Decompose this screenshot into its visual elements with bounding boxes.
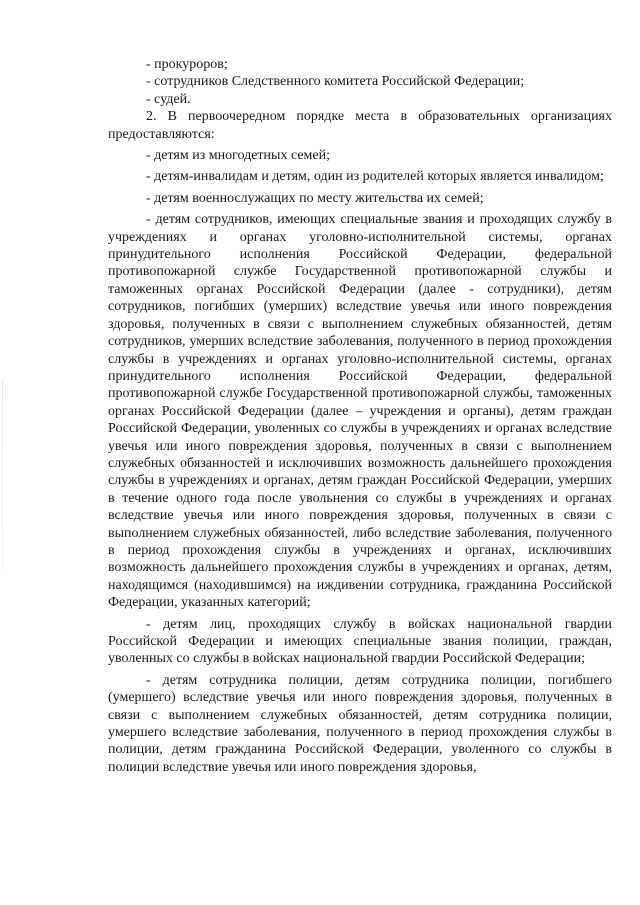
document-body [108,56,612,776]
list-item-investigative-committee: - сотрудников Следственного комитета Российской Федерации; [146,74,525,90]
list-item-national-guard: - детям лиц, проходящих службу в войсках национальной гвардии Российской Федерации и имеющих специальные звания полиции, граждан, уволенных со службы в войсках национальной гвардии Российской Федерации; [108,616,612,667]
section-2-heading: 2. В первоочередном порядке места в образовательных организациях предоставляются: [108,109,612,142]
list-item-police-employees: - детям сотрудника полиции, детям сотрудника полиции, погибшего (умершего) вследствие увечья или иного повреждения здоровья, полученных в связи с выполнением служебных обязанностей, детям сотрудника полиции, умершего вследствие заболевания, полученного в период прохождения службы в полиции, детям гражданина Российской Федерации, уволенного со службы в полиции вследствие увечья или иного повреждения здоровья, [108,672,612,775]
list-item-prosecutors: - прокуроров; [146,57,228,72]
list-item-disabled-children: - детям-инвалидам и детям, один из родителей которых является инвалидом; [146,169,604,185]
list-item-large-families: - детям из многодетных семей; [146,148,331,164]
list-item-penal-service-employees: - детям сотрудников, имеющих специальные звания и проходящих службу в учреждениях и органах уголовно-исполнительной системы, органах принудительного исполнения Российской Федерации, федеральной противопожарной службе Государственной противопожарной службы и таможенных органах Российской Федерации (далее - сотрудники), детям сотрудников, погибших (умерших) вследствие увечья или иного повреждения здоровья, полученных в связи с выполнением служебных обязанностей, детям сотрудников, умерших вследствие заболевания, полученного в период прохождения службы в учреждениях и органах уголовно-исполнительной системы, органах принудительного исполнения Российской Федерации, федеральной противопожарной службе Государственной противопожарной службы, таможенных органах Российской Федерации (далее – учреждения и органы), детям граждан Российской Федерации, уволенных со службы в учреждениях и органах вследствие увечья или иного повреждения здоровья, полученных в связи с выполнением служебных обязанностей и исключивших возможность дальнейшего прохождения службы в учреждениях и органах, детям граждан Российской Федерации, умерших в течение одного года после увольнения со службы в учреждениях и органах вследствие увечья или иного повреждения здоровья, полученных в связи с выполнением служебных обязанностей, либо вследствие заболевания, полученного в период прохождения службы в учреждениях и органах, исключивших возможность дальнейшего прохождения службы в учреждениях и органах, детям, находящимся (находившимся) на иждивении сотрудника, гражданина Российской Федерации, указанных категорий; [108,212,612,611]
list-item-military-children: - детям военнослужащих по месту жительства их семей; [146,190,484,206]
scan-edge-mark [2,380,3,570]
list-item-judges: - судей. [146,91,191,107]
